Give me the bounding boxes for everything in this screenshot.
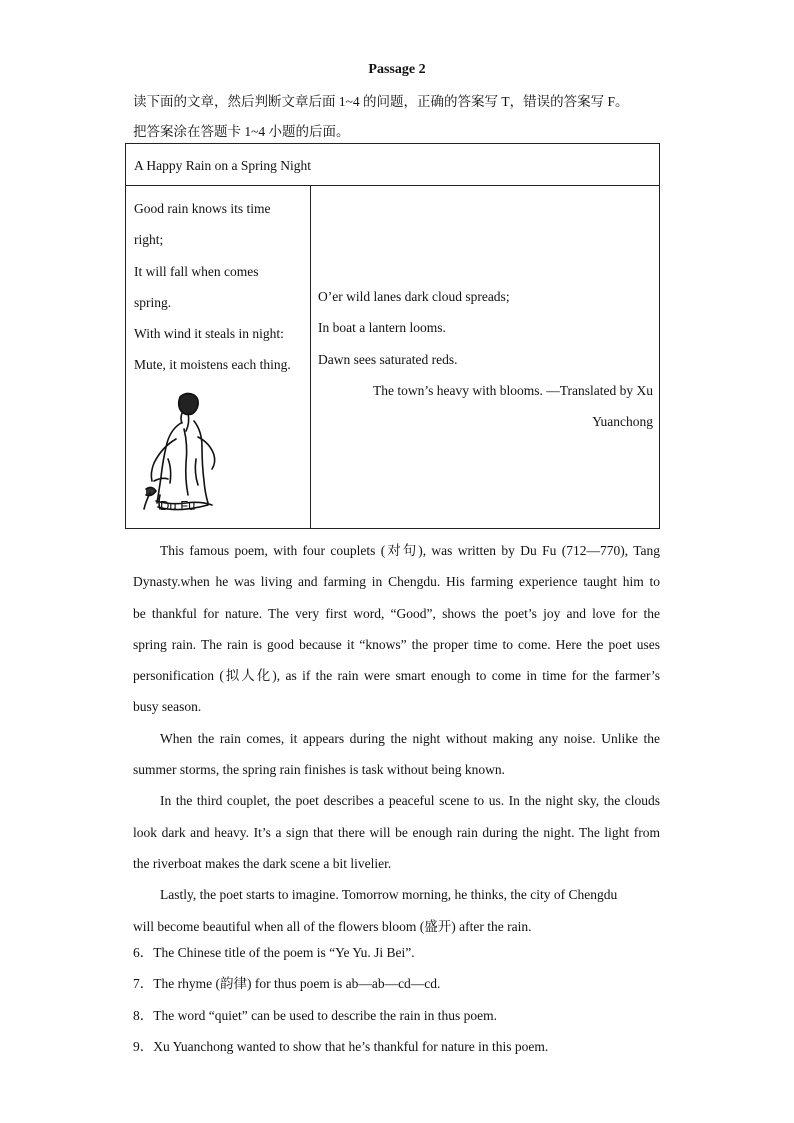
question-8: 8．The word “quiet” can be used to describe the rain in thus poem. bbox=[133, 1007, 498, 1023]
poem-line: O’er wild lanes dark cloud spreads; bbox=[318, 289, 510, 304]
paragraph-line: the riverboat makes the dark scene a bit livelier. bbox=[133, 855, 392, 871]
paragraph-line: This famous poem, with four couplets (对句), was written by Du Fu (712—770), Tang bbox=[160, 543, 660, 558]
paragraph-line: Dynasty.when he was living and farming in Chengdu. His farming experience taught him to bbox=[133, 574, 660, 590]
paragraph-line: look dark and heavy. It’s a sign that there will be enough rain during the night. The light from bbox=[133, 824, 660, 840]
poem-line: right; bbox=[134, 232, 164, 248]
poem-line: spring. bbox=[134, 294, 172, 310]
question-list bbox=[133, 937, 673, 1062]
instruction-line-2: 把答案涂在答题卡 1~4 小题的后面。 bbox=[133, 124, 350, 139]
paragraph-line: spring rain. The rain is good because it “knows” the proper time to come. Here the poet uses bbox=[133, 636, 660, 652]
paragraph-line: summer storms, the spring rain finishes is task without being known. bbox=[133, 762, 505, 778]
poem-line: In boat a lantern looms. bbox=[318, 320, 446, 336]
paragraph-4 bbox=[133, 879, 660, 942]
poem-line: With wind it steals in night: bbox=[134, 326, 284, 342]
column-divider bbox=[310, 186, 311, 529]
poem-table bbox=[125, 143, 660, 529]
question-7: 7．The rhyme (韵律) for thus poem is ab—ab—cd—cd. bbox=[133, 976, 441, 992]
paragraph-2 bbox=[133, 723, 660, 786]
poem-line: The town’s heavy with blooms. —Translated by Xu bbox=[373, 382, 653, 398]
paragraph-3 bbox=[133, 785, 660, 879]
question-9: 9．Xu Yuanchong wanted to show that he’s thankful for nature in this poem. bbox=[133, 1038, 549, 1054]
paragraph-line: When the rain comes, it appears during the night without making any noise. Unlike the bbox=[160, 730, 660, 746]
question-6: 6．The Chinese title of the poem is “Ye Yu. Ji Bei”. bbox=[133, 945, 415, 960]
poem-title: A Happy Rain on a Spring Night bbox=[134, 158, 311, 173]
poem-line: Good rain knows its time bbox=[134, 201, 271, 216]
portrait-label: Du Fu bbox=[160, 498, 196, 513]
paragraph-line: will become beautiful when all of the flowers bloom (盛开) after the rain. bbox=[133, 918, 532, 934]
poem-line: Yuanchong bbox=[592, 414, 653, 430]
paragraph-line: busy season. bbox=[133, 699, 202, 715]
poem-line: Mute, it moistens each thing. bbox=[134, 357, 291, 373]
poem-title-row bbox=[126, 144, 659, 186]
poem-right-column bbox=[318, 287, 653, 443]
paragraph-line: In the third couplet, the poet describes a peaceful scene to us. In the night sky, the clouds bbox=[160, 793, 660, 809]
passage-heading: Passage 2 bbox=[368, 62, 426, 77]
article-body bbox=[133, 535, 660, 942]
poem-line: It will fall when comes bbox=[134, 263, 259, 279]
paragraph-1 bbox=[133, 535, 660, 723]
instruction-line-1: 读下面的文章，然后判断文章后面 1~4 的问题，正确的答案写 T，错误的答案写 F。 bbox=[133, 94, 629, 109]
paragraph-line: Lastly, the poet starts to imagine. Tomorrow morning, he thinks, the city of Chengdu bbox=[160, 887, 618, 903]
poem-line: Dawn sees saturated reds. bbox=[318, 351, 458, 367]
poem-left-column bbox=[134, 199, 306, 387]
paragraph-line: be thankful for nature. The very first word, “Good”, shows the poet’s joy and love for the bbox=[133, 605, 660, 621]
paragraph-line: personification (拟人化), as if the rain were smart enough to come in time for the farmer’s bbox=[133, 668, 660, 684]
